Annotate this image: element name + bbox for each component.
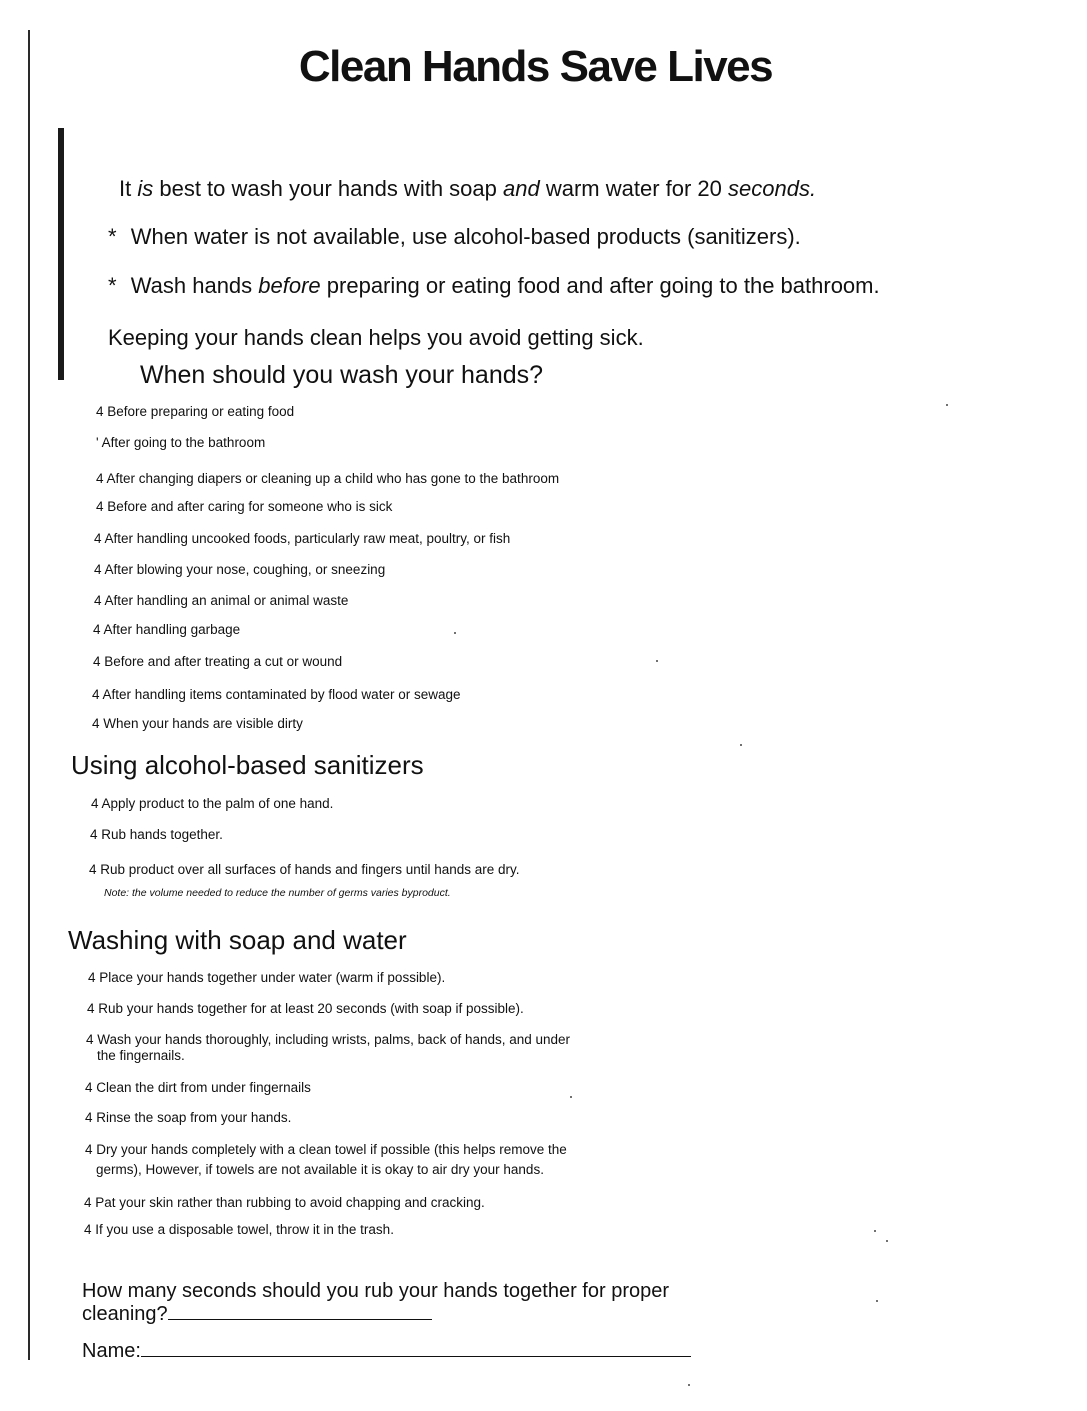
scan-speck	[886, 1240, 888, 1242]
check-marker: 4	[96, 404, 104, 419]
margin-bar	[58, 128, 64, 380]
list-item-text: Rub product over all surfaces of hands and fingers until hands are dry.	[100, 862, 520, 877]
check-marker: 4	[84, 1195, 92, 1210]
check-marker: 4	[91, 796, 99, 811]
intro-bullet-text: preparing or eating food and after going to the bathroom.	[320, 273, 880, 298]
intro-emphasis: before	[258, 273, 321, 298]
list-item	[96, 404, 294, 419]
check-marker: 4	[92, 716, 100, 731]
intro-bullet	[108, 273, 880, 299]
list-item-text: Wash your hands thoroughly, including wrists, palms, back of hands, and under	[97, 1032, 571, 1047]
list-item-text: Before and after caring for someone who is sick	[107, 499, 393, 514]
name-line	[82, 1340, 691, 1363]
list-item	[84, 1195, 485, 1210]
sanitizer-heading: Using alcohol-based sanitizers	[71, 750, 424, 780]
scan-speck	[874, 1230, 876, 1232]
list-item-text: After handling an animal or animal waste	[104, 593, 349, 608]
list-item	[90, 827, 223, 842]
check-marker: 4	[84, 1222, 92, 1237]
list-item-text: Rinse the soap from your hands.	[96, 1110, 292, 1125]
scan-speck	[688, 1384, 690, 1386]
list-item-continuation: the fingernails.	[97, 1048, 185, 1063]
quiz-question: How many seconds should you rub your hands together for proper	[82, 1280, 670, 1302]
intro-closing: Keeping your hands clean helps you avoid getting sick.	[108, 325, 644, 350]
list-item	[96, 471, 559, 486]
check-marker: 4	[94, 562, 102, 577]
check-marker: 4	[92, 687, 100, 702]
check-marker: 4	[85, 1142, 93, 1157]
list-item	[92, 716, 303, 731]
scan-speck	[740, 744, 742, 746]
soap-heading: Washing with soap and water	[68, 925, 407, 955]
list-item	[89, 862, 520, 877]
quiz-question-text: cleaning?	[82, 1303, 168, 1325]
list-item	[87, 1001, 524, 1016]
intro-emphasis: and	[503, 176, 540, 201]
check-marker: 4	[96, 471, 104, 486]
list-item	[85, 1080, 311, 1095]
list-item-text: After handling uncooked foods, particularly raw meat, poultry, or fish	[104, 531, 511, 546]
list-item	[96, 499, 392, 514]
list-item-text: After blowing your nose, coughing, or sneezing	[104, 562, 386, 577]
scan-speck	[570, 1096, 572, 1098]
page-title-text: Clean Hands Save Lives	[298, 42, 773, 91]
intro-text: best to wash your hands with soap	[153, 176, 503, 201]
list-item	[93, 622, 240, 637]
quiz-question-line2	[82, 1303, 432, 1326]
page-title	[0, 42, 1087, 92]
scan-speck	[876, 1300, 878, 1302]
answer-blank[interactable]	[168, 1319, 432, 1320]
list-item-text: Rub your hands together for at least 20 seconds (with soap if possible).	[98, 1001, 524, 1016]
check-marker: 4	[94, 593, 102, 608]
scan-speck	[946, 404, 948, 406]
list-item-text: If you use a disposable towel, throw it in the trash.	[95, 1222, 394, 1237]
check-marker: 4	[86, 1032, 94, 1047]
list-item-text: Rub hands together.	[101, 827, 223, 842]
list-item-text: After going to the bathroom	[101, 435, 266, 450]
list-item	[86, 1032, 570, 1047]
scan-edge-line	[28, 30, 30, 1360]
list-item-text: After handling garbage	[103, 622, 241, 637]
when-heading: When should you wash your hands?	[140, 361, 544, 389]
name-blank[interactable]	[141, 1356, 691, 1357]
list-item-text: When your hands are visible dirty	[103, 716, 303, 731]
check-marker: '	[96, 435, 99, 450]
check-marker: 4	[85, 1110, 93, 1125]
list-item	[96, 435, 265, 450]
check-marker: 4	[93, 654, 101, 669]
scan-speck	[454, 632, 456, 634]
scan-speck	[656, 660, 658, 662]
list-item-text: After changing diapers or cleaning up a child who has gone to the bathroom	[106, 471, 560, 486]
intro-emphasis: is	[137, 176, 154, 201]
list-item-continuation: germs), However, if towels are not available it is okay to air dry your hands.	[96, 1162, 544, 1177]
list-item	[85, 1110, 291, 1125]
list-item	[85, 1142, 567, 1157]
intro-bullet	[108, 224, 801, 250]
list-item-text: Place your hands together under water (warm if possible).	[99, 970, 446, 985]
check-marker: 4	[96, 499, 104, 514]
check-marker: 4	[94, 531, 102, 546]
sanitizer-note: Note: the volume needed to reduce the number of germs varies byproduct.	[104, 887, 451, 899]
check-marker: 4	[90, 827, 98, 842]
list-item	[94, 593, 348, 608]
list-item-text: Before preparing or eating food	[107, 404, 295, 419]
intro-emphasis: seconds.	[728, 176, 817, 201]
bullet-asterisk: *	[108, 224, 117, 249]
list-item-text: Pat your skin rather than rubbing to avoid chapping and cracking.	[95, 1195, 485, 1210]
intro-text: It	[119, 176, 138, 201]
bullet-asterisk: *	[108, 273, 117, 298]
list-item-text: Clean the dirt from under fingernails	[96, 1080, 311, 1095]
list-item	[88, 970, 445, 985]
name-label: Name:	[82, 1340, 141, 1362]
intro-line	[119, 176, 816, 202]
check-marker: 4	[88, 970, 96, 985]
list-item	[94, 562, 385, 577]
check-marker: 4	[87, 1001, 95, 1016]
check-marker: 4	[93, 622, 101, 637]
check-marker: 4	[85, 1080, 93, 1095]
intro-bullet-text: Wash hands	[130, 273, 259, 298]
list-item	[91, 796, 333, 811]
list-item	[93, 654, 342, 669]
intro-bullet-text: When water is not available, use alcohol-based products (sanitizers).	[130, 224, 801, 249]
check-marker: 4	[89, 862, 97, 877]
list-item	[84, 1222, 394, 1237]
intro-text: warm water for 20	[539, 176, 728, 201]
list-item-text: After handling items contaminated by flood water or sewage	[102, 687, 461, 702]
list-item-text: Dry your hands completely with a clean towel if possible (this helps remove the	[96, 1142, 567, 1157]
list-item	[92, 687, 460, 702]
list-item	[94, 531, 510, 546]
list-item-text: Apply product to the palm of one hand.	[101, 796, 334, 811]
list-item-text: Before and after treating a cut or wound	[104, 654, 343, 669]
